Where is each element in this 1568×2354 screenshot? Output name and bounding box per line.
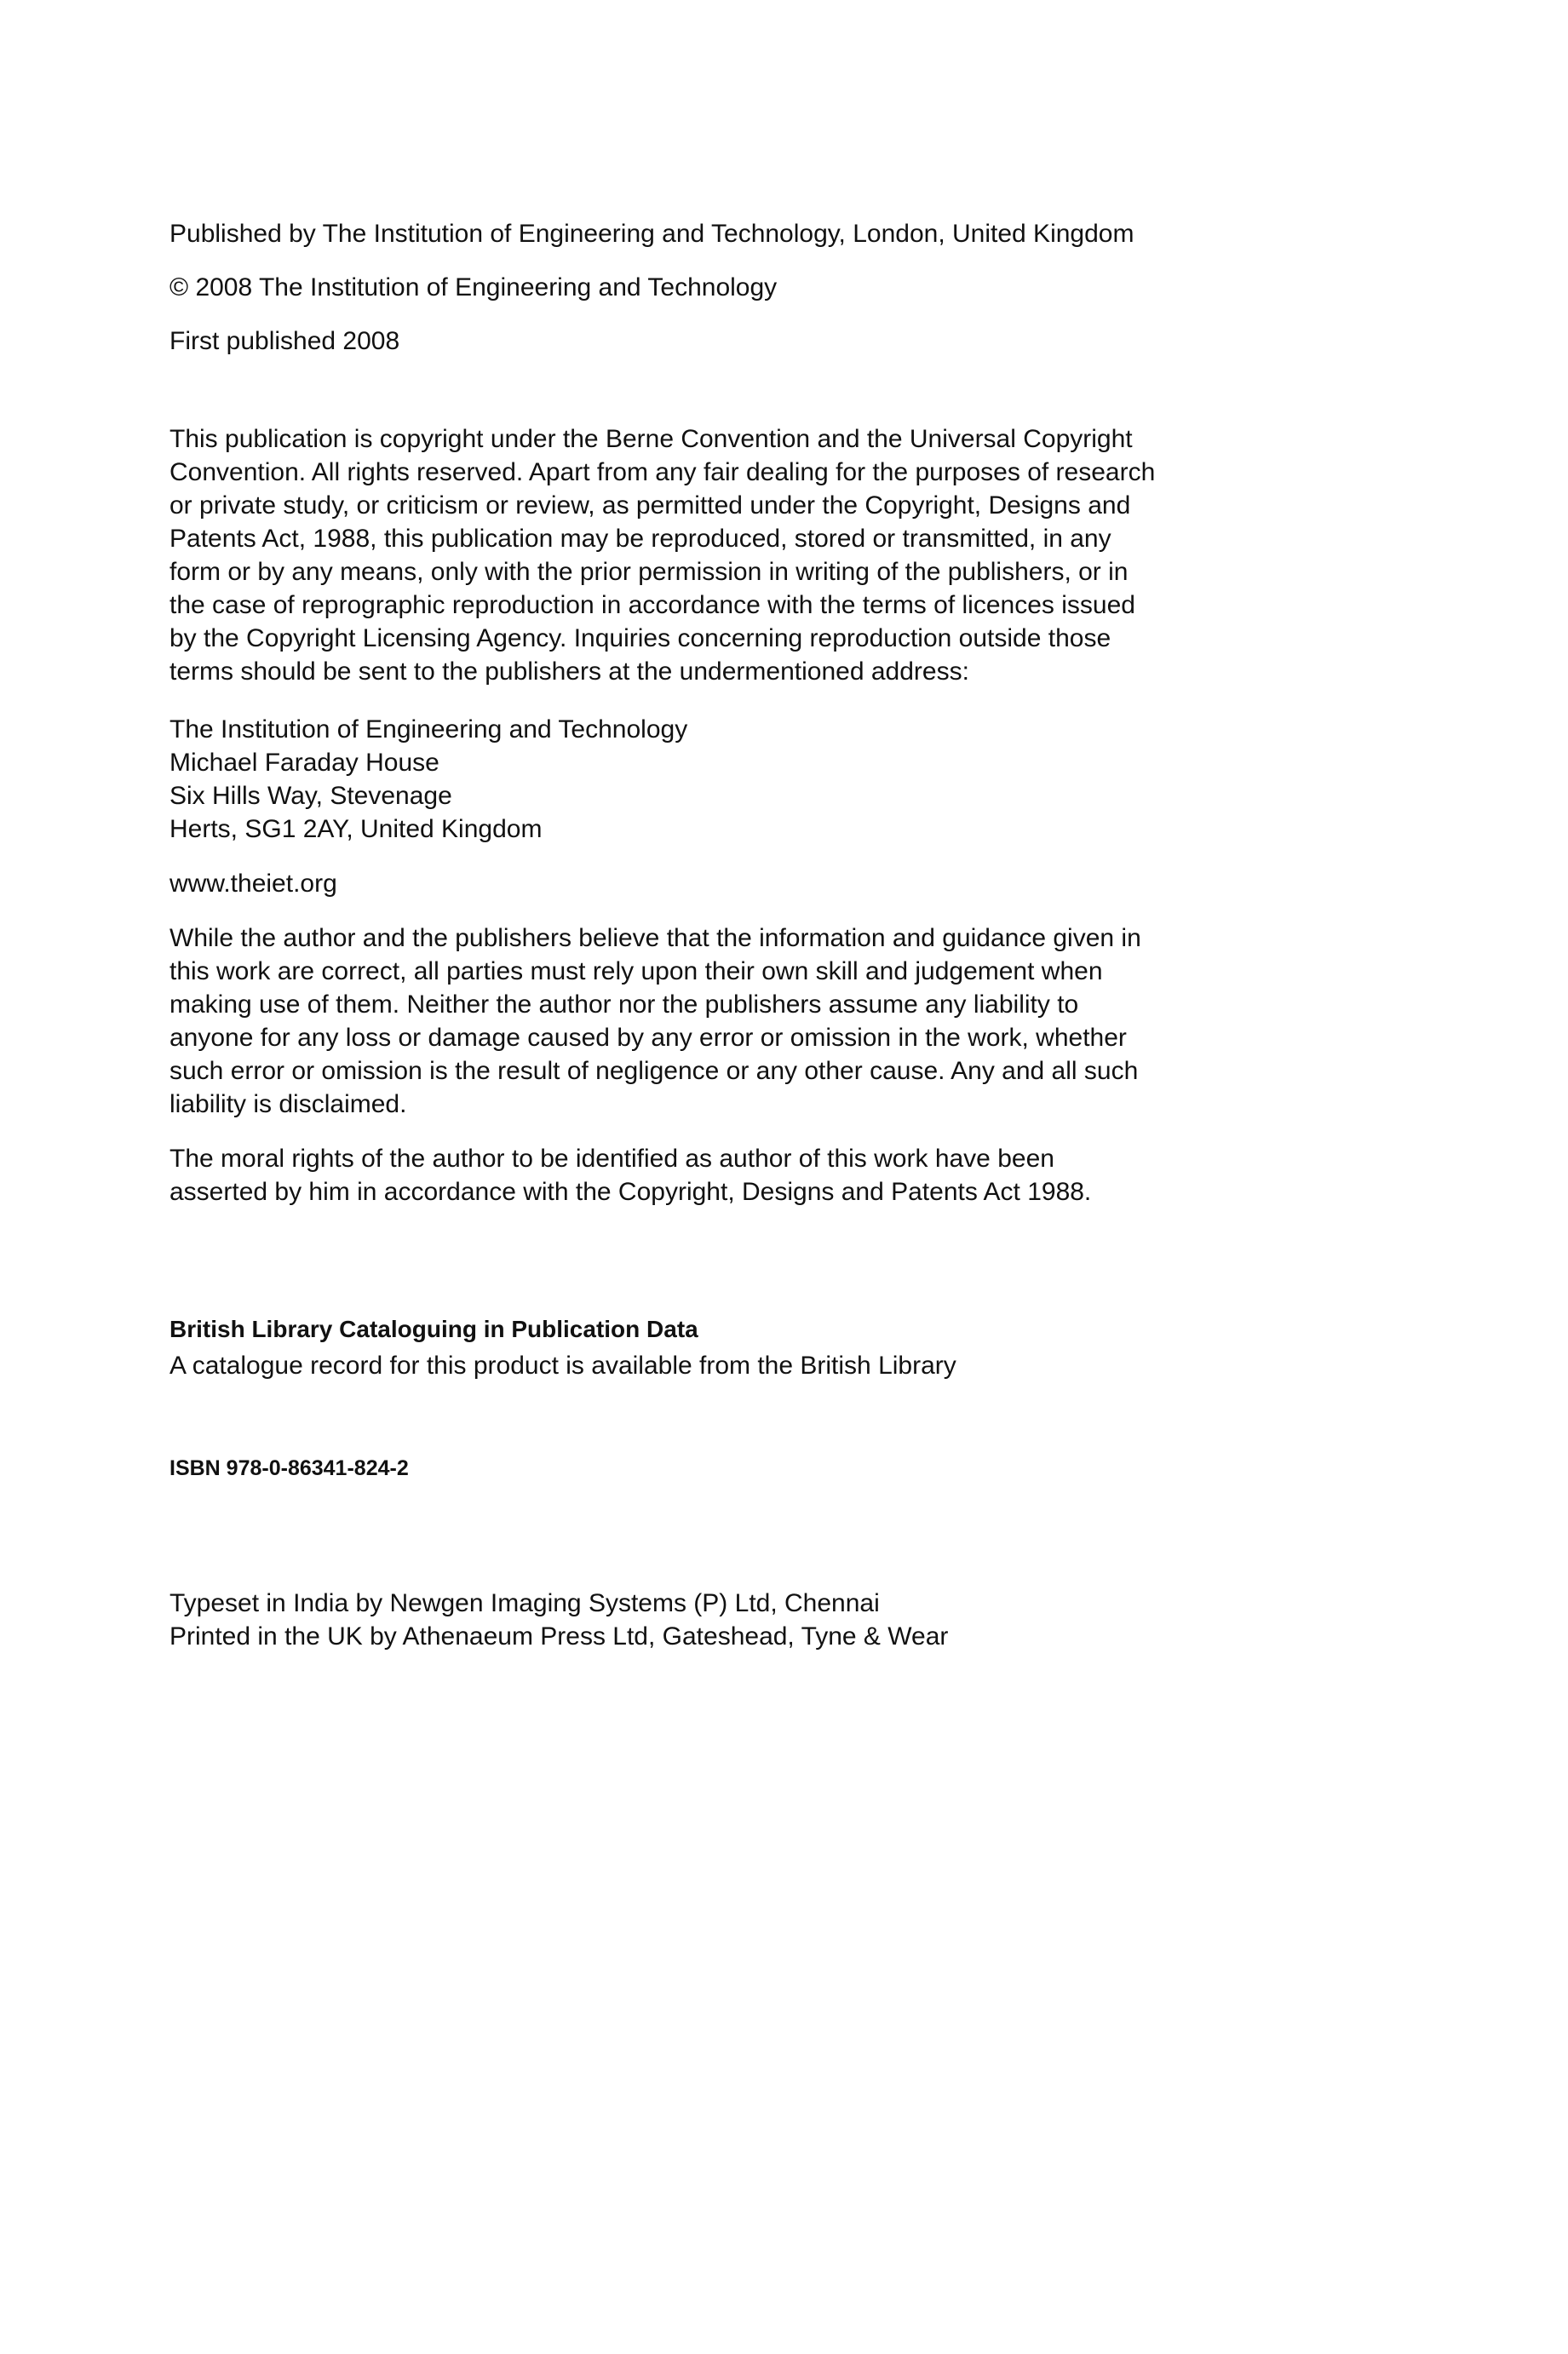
- disclaimer-line: this work are correct, all parties must rely upon their own skill and judgement when: [169, 957, 1103, 985]
- copyright-notice-line: or private study, or criticism or review, as permitted under the Copyright, Designs and: [169, 491, 1131, 520]
- publisher-address: [169, 713, 1277, 846]
- address-line: Herts, SG1 2AY, United Kingdom: [169, 815, 543, 843]
- moral-rights-line: asserted by him in accordance with the Copyright, Designs and Patents Act 1988.: [169, 1178, 1092, 1206]
- copyright-notice-line: Patents Act, 1988, this publication may be reproduced, stored or transmitted, in any: [169, 525, 1111, 553]
- moral-rights-paragraph: [169, 1142, 1277, 1209]
- address-line: Six Hills Way, Stevenage: [169, 782, 452, 810]
- typeset-line: Typeset in India by Newgen Imaging Systems (P) Ltd, Chennai: [169, 1589, 880, 1617]
- address-line: The Institution of Engineering and Technology: [169, 715, 688, 744]
- copyright-line: © 2008 The Institution of Engineering and Technology: [169, 273, 778, 301]
- disclaimer-paragraph: [169, 922, 1277, 1121]
- printed-line: Printed in the UK by Athenaeum Press Ltd, Gateshead, Tyne & Wear: [169, 1622, 949, 1651]
- cataloguing-text: A catalogue record for this product is available from the British Library: [169, 1352, 956, 1380]
- disclaimer-line: such error or omission is the result of negligence or any other cause. Any and all such: [169, 1057, 1139, 1085]
- copyright-notice-line: This publication is copyright under the Berne Convention and the Universal Copyright: [169, 425, 1133, 453]
- copyright-notice-line: the case of reprographic reproduction in accordance with the terms of licences issued: [169, 591, 1135, 619]
- address-line: Michael Faraday House: [169, 749, 439, 777]
- copyright-notice-line: by the Copyright Licensing Agency. Inquiries concerning reproduction outside those: [169, 624, 1111, 652]
- disclaimer-line: liability is disclaimed.: [169, 1090, 407, 1118]
- copyright-notice-line: Convention. All rights reserved. Apart from any fair dealing for the purposes of research: [169, 458, 1156, 486]
- website-link[interactable]: www.theiet.org: [169, 870, 337, 898]
- copyright-notice-paragraph: [169, 422, 1277, 688]
- disclaimer-line: making use of them. Neither the author nor the publishers assume any liability to: [169, 990, 1079, 1019]
- disclaimer-line: While the author and the publishers believe that the information and guidance given in: [169, 924, 1141, 952]
- publisher-line: Published by The Institution of Engineering and Technology, London, United Kingdom: [169, 220, 1134, 248]
- moral-rights-line: The moral rights of the author to be identified as author of this work have been: [169, 1145, 1054, 1173]
- disclaimer-line: anyone for any loss or damage caused by any error or omission in the work, whether: [169, 1024, 1127, 1052]
- cataloguing-heading: British Library Cataloguing in Publication Data: [169, 1316, 698, 1342]
- copyright-notice-line: form or by any means, only with the prior permission in writing of the publishers, or in: [169, 558, 1129, 586]
- print-info: [169, 1587, 1277, 1653]
- copyright-notice-line: terms should be sent to the publishers at the undermentioned address:: [169, 657, 969, 686]
- first-published-line: First published 2008: [169, 327, 400, 355]
- isbn: ISBN 978-0-86341-824-2: [169, 1456, 409, 1480]
